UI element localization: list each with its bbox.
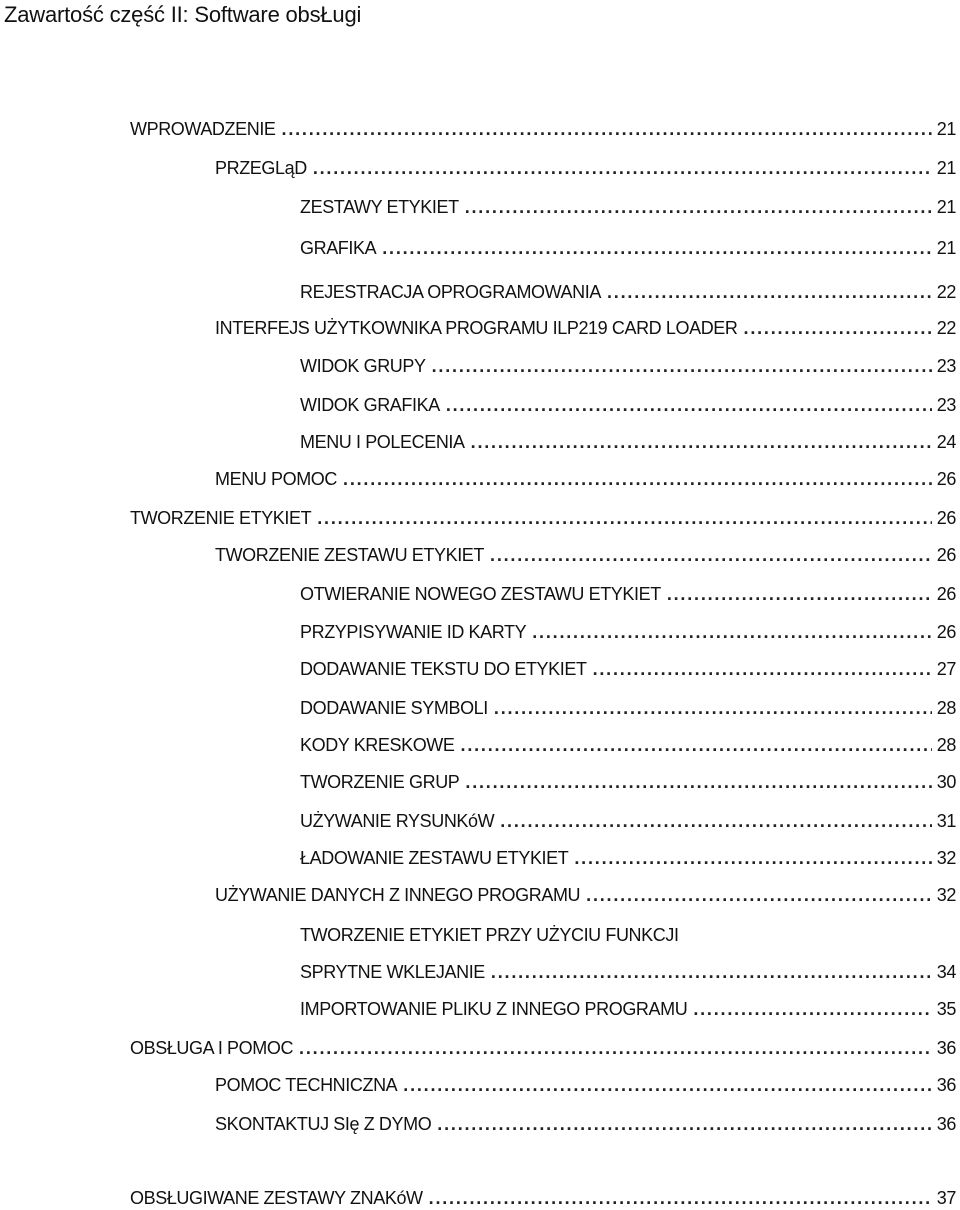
toc-entry-label: GRAFIKA — [300, 238, 377, 258]
toc-entry-label: ŁADOWANIE ZESTAWU ETYKIET — [300, 848, 569, 868]
toc-entry-label: TWORZENIE ETYKIET — [130, 508, 312, 528]
toc-entry-menu-pomoc[interactable] — [215, 468, 956, 490]
toc-page-number: 28 — [936, 735, 956, 755]
toc-entry-label: TWORZENIE ETYKIET PRZY UŻYCIU FUNKCJI — [300, 925, 679, 945]
toc-entry-grafika[interactable] — [300, 237, 956, 259]
toc-page-number: 23 — [936, 395, 956, 415]
toc-entry-rejestracja-oprogramowania[interactable] — [300, 281, 956, 303]
toc-entry-skontaktuj-sie[interactable] — [215, 1113, 956, 1135]
toc-entry-widok-grupy[interactable] — [300, 355, 956, 377]
toc-entry-label: INTERFEJS UŻYTKOWNIKA PROGRAMU ILP219 CARD LOADER — [215, 318, 738, 338]
toc-entry-tworzenie-etykiet[interactable] — [130, 507, 956, 529]
toc-entry-tworzenie-grup[interactable] — [300, 771, 956, 793]
dot-leader — [437, 1113, 932, 1135]
toc-page-number: 26 — [936, 622, 956, 642]
toc-entry-label: MENU I POLECENIA — [300, 432, 465, 452]
toc-entry-dodawanie-tekstu[interactable] — [300, 658, 956, 680]
dot-leader — [465, 771, 932, 793]
toc-entry-tworzenie-etykiet-funkcji[interactable] — [300, 924, 956, 946]
dot-leader — [471, 431, 932, 453]
toc-entry-label: PRZEGLąD — [215, 158, 307, 178]
toc-entry-tworzenie-zestawu-etykiet[interactable] — [215, 544, 956, 566]
toc-page-number: 36 — [936, 1075, 956, 1095]
toc-page-number: 23 — [936, 356, 956, 376]
toc-entry-label: SKONTAKTUJ SIę Z DYMO — [215, 1114, 432, 1134]
toc-entry-kody-kreskowe[interactable] — [300, 734, 956, 756]
toc-entry-dodawanie-symboli[interactable] — [300, 697, 956, 719]
dot-leader — [313, 157, 932, 179]
toc-entry-label: POMOC TECHNICZNA — [215, 1075, 398, 1095]
toc-page-number: 22 — [936, 318, 956, 338]
toc-entry-label: OTWIERANIE NOWEGO ZESTAWU ETYKIET — [300, 584, 661, 604]
toc-page-number: 26 — [936, 469, 956, 489]
toc-entry-interfejs-uzytkownika[interactable] — [215, 317, 956, 339]
toc-page-number: 32 — [936, 848, 956, 868]
toc-entry-ladowanie-zestawu[interactable] — [300, 847, 956, 869]
dot-leader — [461, 734, 932, 756]
toc-entry-label: SPRYTNE WKLEJANIE — [300, 962, 485, 982]
toc-entry-label: DODAWANIE TEKSTU DO ETYKIET — [300, 659, 587, 679]
dot-leader — [693, 998, 932, 1020]
dot-leader — [432, 355, 932, 377]
toc-page-number: 37 — [936, 1188, 956, 1208]
toc-entry-label: ZESTAWY ETYKIET — [300, 197, 459, 217]
dot-leader — [532, 621, 932, 643]
toc-page-number: 31 — [936, 811, 956, 831]
toc-entry-przypisywanie-id-karty[interactable] — [300, 621, 956, 643]
toc-page-number: 26 — [936, 584, 956, 604]
toc-entry-otwieranie-nowego-zestawu[interactable] — [300, 583, 956, 605]
toc-entry-label: REJESTRACJA OPROGRAMOWANIA — [300, 282, 601, 302]
dot-leader — [490, 544, 932, 566]
toc-entry-uzywanie-danych[interactable] — [215, 884, 956, 906]
toc-page-number: 21 — [936, 238, 956, 258]
dot-leader — [574, 847, 932, 869]
dot-leader — [429, 1187, 932, 1209]
toc-entry-wprowadzenie[interactable] — [130, 118, 956, 140]
toc-entry-label: WIDOK GRAFIKA — [300, 395, 440, 415]
toc-page-number: 30 — [936, 772, 956, 792]
page-title: Zawartość część II: Software obsŁugi — [4, 2, 362, 27]
toc-page-number: 34 — [936, 962, 956, 982]
dot-leader — [667, 583, 932, 605]
dot-leader — [343, 468, 932, 490]
toc-entry-menu-i-polecenia[interactable] — [300, 431, 956, 453]
toc-page-number: 21 — [936, 197, 956, 217]
toc-entry-label: TWORZENIE ZESTAWU ETYKIET — [215, 545, 485, 565]
toc-page-number: 26 — [936, 545, 956, 565]
toc-page-number: 24 — [936, 432, 956, 452]
toc-entry-label: OBSŁUGIWANE ZESTAWY ZNAKóW — [130, 1188, 423, 1208]
toc-entry-label: DODAWANIE SYMBOLI — [300, 698, 488, 718]
toc-page-number: 32 — [936, 885, 956, 905]
toc-page-number: 21 — [936, 158, 956, 178]
dot-leader — [446, 394, 932, 416]
toc-entry-obslugiwane-zestawy-znakow[interactable] — [130, 1187, 956, 1209]
toc-page-number: 27 — [936, 659, 956, 679]
toc-entry-label: WPROWADZENIE — [130, 119, 276, 139]
toc-page-number: 36 — [936, 1114, 956, 1134]
toc-entry-przeglad[interactable] — [215, 157, 956, 179]
dot-leader — [586, 884, 932, 906]
dot-leader — [607, 281, 932, 303]
toc-page-number: 26 — [936, 508, 956, 528]
dot-leader — [500, 810, 932, 832]
dot-leader — [403, 1074, 932, 1096]
toc-page-number: 22 — [936, 282, 956, 302]
toc-page-number: 35 — [936, 999, 956, 1019]
toc-entry-label: TWORZENIE GRUP — [300, 772, 460, 792]
toc-entry-label: WIDOK GRUPY — [300, 356, 426, 376]
toc-entry-label: IMPORTOWANIE PLIKU Z INNEGO PROGRAMU — [300, 999, 688, 1019]
toc-entry-label: UŻYWANIE RYSUNKóW — [300, 811, 495, 831]
dot-leader — [282, 118, 932, 140]
toc-page-number: 36 — [936, 1038, 956, 1058]
dot-leader — [465, 196, 932, 218]
toc-entry-label: OBSŁUGA I POMOC — [130, 1038, 294, 1058]
toc-entry-uzywanie-rysunkow[interactable] — [300, 810, 956, 832]
dot-leader — [494, 697, 932, 719]
toc-entry-obsluga-i-pomoc[interactable] — [130, 1037, 956, 1059]
dot-leader — [744, 317, 932, 339]
dot-leader — [382, 237, 932, 259]
dot-leader — [593, 658, 932, 680]
dot-leader — [491, 961, 932, 983]
toc-page-number: 21 — [936, 119, 956, 139]
toc-entry-label: PRZYPISYWANIE ID KARTY — [300, 622, 527, 642]
toc-entry-label: UŻYWANIE DANYCH Z INNEGO PROGRAMU — [215, 885, 581, 905]
toc-entry-sprytne-wklejanie[interactable] — [300, 961, 956, 983]
toc-entry-zestawy-etykiet[interactable] — [300, 196, 956, 218]
toc-page-number: 28 — [936, 698, 956, 718]
toc-entry-label: KODY KRESKOWE — [300, 735, 455, 755]
dot-leader — [299, 1037, 932, 1059]
dot-leader — [317, 507, 932, 529]
toc-entry-importowanie-pliku[interactable] — [300, 998, 956, 1020]
toc-entry-label: MENU POMOC — [215, 469, 338, 489]
toc-entry-pomoc-techniczna[interactable] — [215, 1074, 956, 1096]
toc-entry-widok-grafika[interactable] — [300, 394, 956, 416]
